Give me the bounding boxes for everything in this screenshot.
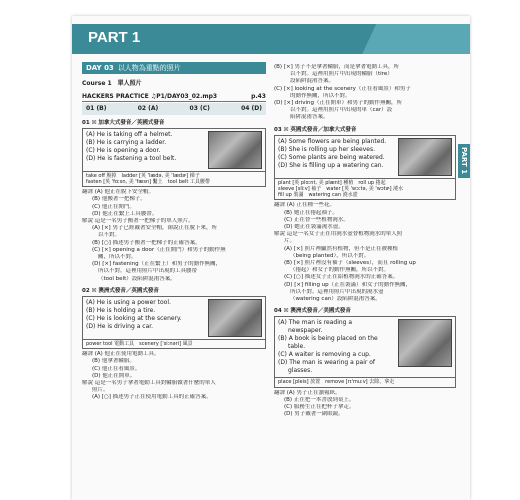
right-column: [274, 64, 456, 419]
r-line: (D) [×] driving（正在開車）和男子的動作無關，所: [274, 100, 402, 107]
q2-vocab: [82, 340, 266, 349]
textbook-page: [72, 16, 470, 500]
q1-line: 以不對。: [98, 232, 121, 239]
q4-explanation: [274, 390, 456, 419]
q1-line: 關，所以不對。: [98, 254, 137, 261]
q1-vocab: [82, 172, 266, 187]
practice-header: [82, 93, 266, 102]
q3-vocab: [274, 179, 456, 201]
q1-header: 01 ☒ 加拿大式發音／英國式發音: [82, 119, 165, 126]
left-column: [82, 62, 266, 402]
side-part-tab: PART 1: [458, 144, 470, 178]
q1-box: [82, 128, 266, 172]
q3-line: (C) [○] 描述女子正在給植物澆水的正確答案。: [284, 274, 399, 281]
q3-line: 所以不對。這裡用照片中出現的澆水壺: [290, 288, 384, 295]
q1-line: (B) 他搬著一把梯子。: [92, 196, 146, 203]
banner-stripe: [330, 24, 470, 54]
q3-line: (D) [×] filling up（正在裝滿）和女子的動作無關，: [284, 281, 412, 288]
q4-option-b: (B) A book is being placed on the: [278, 335, 378, 343]
q2-box: [82, 296, 266, 340]
q1-line: (D) [×] fastening（正在繫上）和男子的動作無關，: [92, 261, 222, 268]
q1-option-a: (A) He is taking off a helmet.: [86, 130, 173, 138]
q3-option-b: (B) She is rolling up her sleeves.: [278, 145, 375, 153]
r-line: 的動作無關，所以不對。: [290, 92, 351, 99]
q3-line: (B) 她正在捲起袖子。: [284, 209, 338, 216]
q3-line: 片。: [284, 238, 296, 245]
q3-line: （捲起）和女子的動作無關，所以不對。: [290, 267, 390, 274]
q1-option-d: (D) He is fastening a tool belt.: [86, 154, 177, 162]
q3-options: [278, 138, 398, 176]
q4-line: 翻譯 (A) 男子正在讀報紙。: [274, 389, 341, 396]
q1-line: （tool belt）設陷阱混淆答案。: [98, 275, 176, 282]
answer-2: 02 (A): [137, 105, 159, 113]
q4-line: (D) 男子戴著一副眼鏡。: [284, 411, 344, 418]
q3-line: （watering can）設陷阱混淆答案。: [290, 296, 381, 303]
q2-header: 02 ☒ 澳洲式發音／英國式發音: [82, 287, 159, 294]
q2-photo: [208, 299, 262, 337]
q3-line: (A) [×] 照片裡顯然有植物，但不是正在被種植: [284, 245, 398, 252]
q2-options: [86, 299, 208, 337]
q4-option-d: (D) The man is wearing a pair of: [278, 359, 376, 367]
q3-line: (D) 她正在裝滿澆水壺。: [284, 224, 344, 231]
r-line: 設陷阱混淆答案。: [290, 78, 335, 85]
q2-line: (C) 他正在看風景。: [92, 365, 141, 372]
answer-3: 03 (C): [189, 105, 210, 113]
answer-1: 01 (B): [86, 105, 107, 113]
q2-option-b: (B) He is holding a tire.: [86, 307, 156, 315]
q3-option-c: (C) Some plants are being watered.: [278, 153, 385, 161]
q4-box: [274, 316, 456, 378]
q1-photo: [208, 131, 262, 169]
q3-box: [274, 135, 456, 179]
q4-options: [278, 319, 398, 375]
q4-vocab: [274, 378, 456, 387]
q4-vocab-1: place [pleis] 放置 remove [rɪ'muːv] 去除、拿走: [278, 379, 395, 386]
q4-line: (C) 服務生正在把杯子拿走。: [284, 404, 355, 411]
q3-explanation: [274, 202, 456, 303]
r-line: (B) [×] 男子不是拿著輪胎，而是拿著電動工具，所: [274, 64, 399, 70]
day-title: 以人物為重點的照片: [117, 64, 181, 72]
q3-header: 03 ☒ 英國式發音／加拿大式發音: [274, 126, 357, 133]
q3-vocab-1: plant [英 plɑːnt, 美 plænt] 種植 roll up 捲起: [278, 179, 386, 186]
q3-line: 解說 這是一名女子正在用澆水壺替植物澆水的單人照: [274, 231, 403, 238]
answer-4: 04 (D): [241, 105, 262, 113]
r-line: 陷阱混淆答案。: [290, 114, 329, 121]
q1-options: [86, 131, 208, 169]
q3-photo: [398, 138, 452, 176]
q1-line: 解說 這是一名男子搬著一把梯子的單人照片。: [82, 218, 194, 225]
part-banner: [72, 24, 470, 54]
q2-line: 照片。: [92, 387, 109, 394]
practice-page: p.43: [251, 93, 266, 101]
q4-option-c: (C) A waiter is removing a cup.: [278, 351, 371, 359]
q2-line: (D) 他正在開車。: [92, 372, 136, 379]
q3-line: (C) 正在替一些植物澆水。: [284, 216, 349, 223]
q4-option-d-cont: glasses.: [288, 367, 313, 375]
q3-vocab-3: fill up 裝滿 watering can 澆水壺: [278, 192, 358, 199]
q1-vocab-2: fasten [英 'fɑːsn, 美 'fæsn] 繫上 tool belt 工具腰帶: [86, 179, 210, 186]
q1-option-c: (C) He is opening a door.: [86, 146, 161, 154]
q4-header: 04 ☒ 澳洲式發音／美國式發音: [274, 308, 351, 315]
q3-line: (B) [×] 照片裡沒有袖子（sleeves），而且 rolling up: [284, 260, 416, 267]
q1-explanation: [82, 189, 266, 283]
q1-line: (B) [○] 描述男子搬著一把梯子的正確答案。: [92, 239, 201, 246]
q3-line: 翻譯 (A) 正在種一些花。: [274, 202, 336, 209]
q4-option-a: (A) The man is reading a: [278, 319, 353, 327]
course-title: Course 1 單人照片: [82, 80, 142, 87]
q4-option-a-cont: newspaper.: [288, 327, 323, 335]
q2-line: 解說 這是一名男子拿著電動工具對輪胎做著什麼的單人: [82, 380, 216, 387]
q1-line: (D) 他正在繫上工具腰帶。: [92, 210, 158, 217]
q2-line: (A) [○] 描述男子正在使用電動工具的正確答案。: [92, 394, 212, 401]
part-title: PART 1: [88, 29, 141, 46]
q2-continued: [274, 64, 456, 122]
q1-line: 翻譯 (A) 他正在脫下安全帽。: [82, 189, 155, 196]
r-line: 以不對。這裡用照片中出現的輪胎（tire）: [290, 71, 393, 78]
day-header: [82, 62, 266, 74]
q1-line: (A) [×] 男子已經戴著安全帽，卻說正在脫下來，所: [92, 225, 217, 232]
q4-photo: [398, 319, 452, 367]
answer-row: [82, 103, 266, 114]
q2-option-d: (D) He is driving a car.: [86, 323, 154, 331]
q3-option-d: (D) She is filling up a watering can.: [278, 161, 384, 169]
q2-explanation: [82, 351, 266, 401]
q2-option-c: (C) He is looking at the scenery.: [86, 315, 182, 323]
q1-line: 所以不對。這裡用照片中出現的工具腰帶: [98, 268, 198, 275]
q1-vocab-1: take off 脫掉 ladder [英 'lædə, 美 'lædɚ] 梯子: [86, 172, 200, 179]
q3-option-a: (A) Some flowers are being planted.: [278, 137, 387, 145]
day-label: DAY 03: [86, 64, 114, 72]
q3-vocab-2: sleeve [sliːv] 袖子 water [英 'wɔːtə, 美 'wɔtɚ] 澆水: [278, 186, 404, 193]
q1-line: (C) [×] opening a door（正在開門）和男子的動作無: [92, 246, 226, 253]
q2-option-a: (A) He is using a power tool.: [86, 299, 171, 307]
r-line: 以不對。這裡用照片中出現的車（car）設: [290, 107, 393, 114]
q1-option-b: (B) He is carrying a ladder.: [86, 138, 167, 146]
q3-line: （being planted），所以不對。: [290, 252, 370, 259]
r-line: (C) [×] looking at the scenery（正在看風景）和男子: [274, 85, 411, 92]
q2-line: (B) 他拿著輪胎。: [92, 358, 135, 365]
q2-line: 翻譯 (A) 他正在使用電動工具。: [82, 351, 160, 358]
q1-line: (C) 他正在開門。: [92, 203, 135, 210]
q2-vocab-1: power tool 電動工具 scenery [ˈsiːnəri] 風景: [86, 341, 193, 348]
q4-line: (B) 正在把一本書放到桌上。: [284, 396, 355, 403]
practice-title: HACKERS PRACTICE ♫P1/DAY03_02.mp3: [82, 93, 218, 101]
q4-option-b-cont: table.: [288, 343, 306, 351]
